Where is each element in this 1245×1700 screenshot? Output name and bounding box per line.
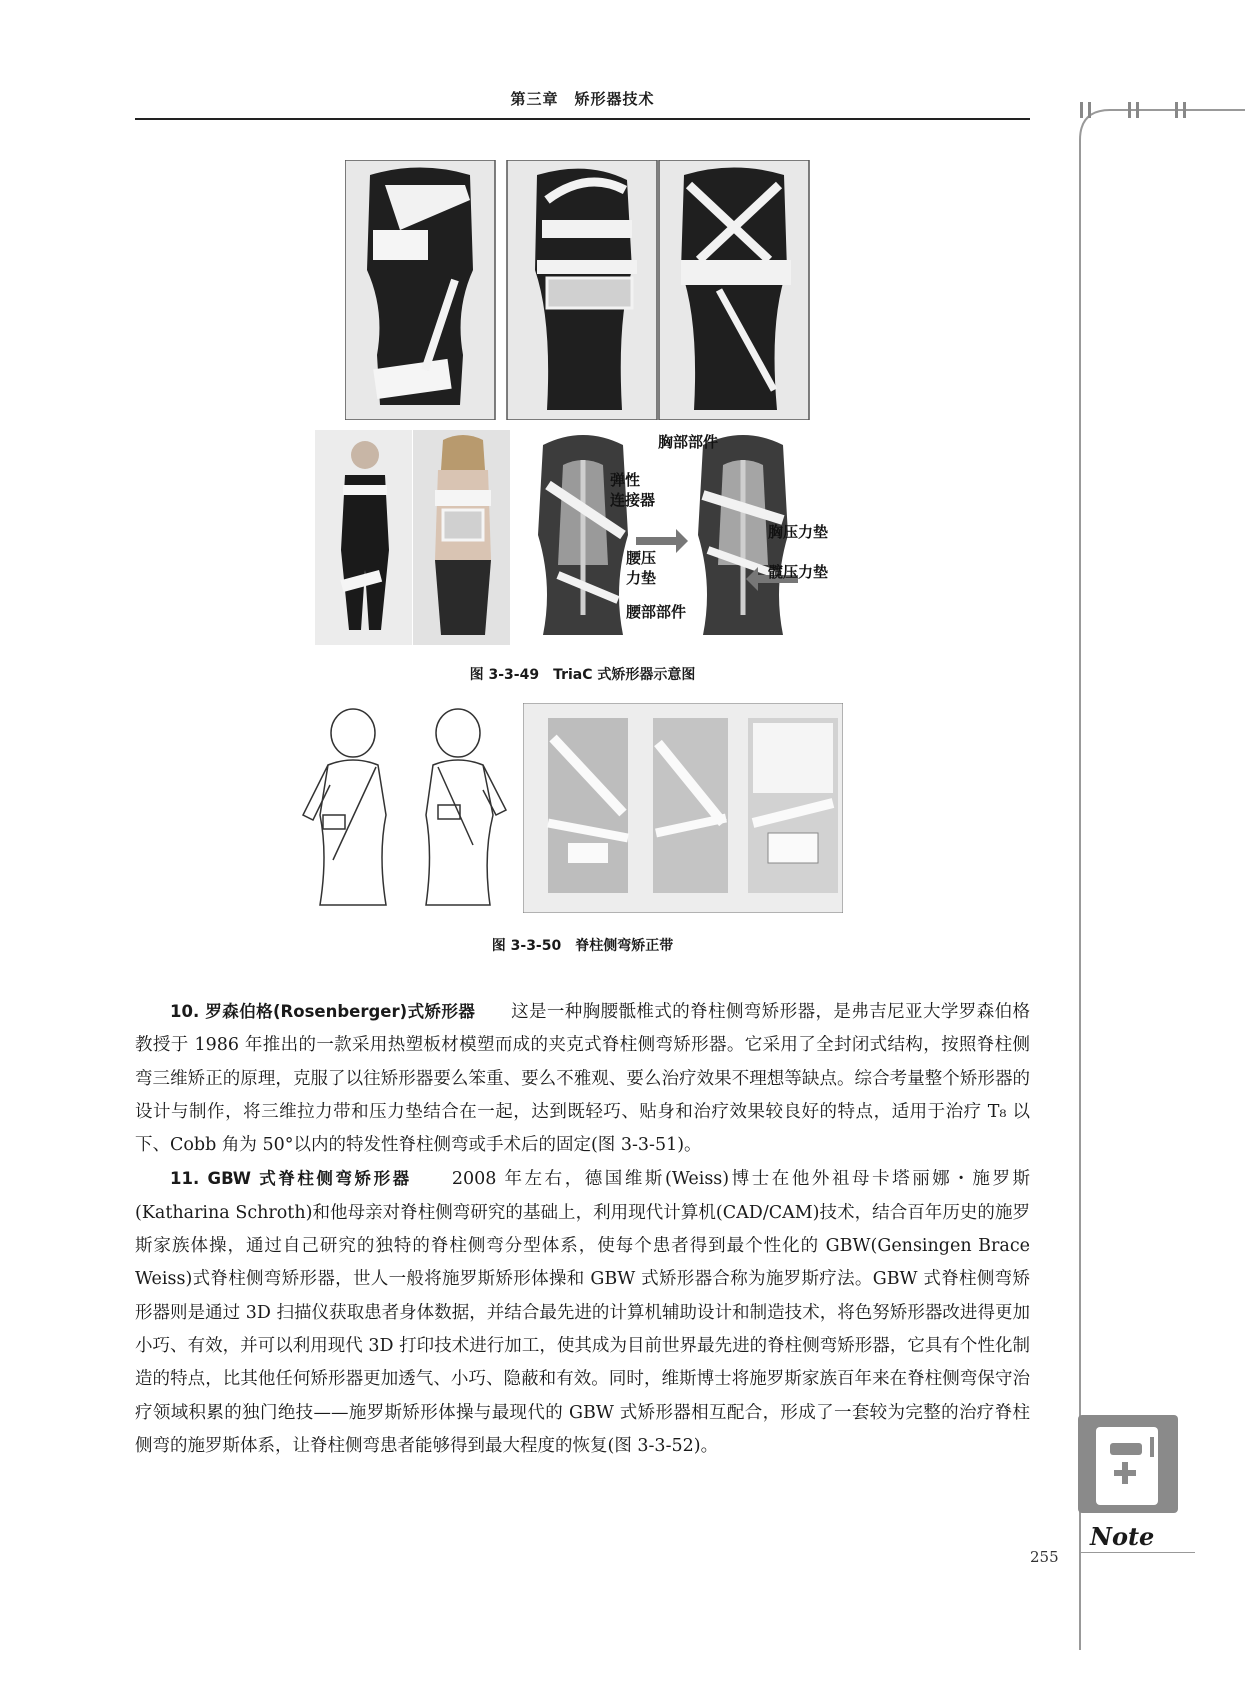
section-10-text: 这是一种胸腰骶椎式的脊柱侧弯矫形器，是弗吉尼亚大学罗森伯格教授于 1986 年推出的一款采用热塑板材模塑而成的夹克式脊柱侧弯矫形器。它采用了全封闭式结构，按照脊柱侧弯三维矫正的原理，克服了以往矫形器要么笨重、要么不雅观、要么治疗效果不理想等缺点。综合考量整个矫形器的设计与制作，将三维拉力带和压力垫结合在一起，达到既轻巧、贴身和治疗效果较良好的特点，适用于治疗 T₈ 以下、Cobb 角为 50°以内的特发性脊柱侧弯或手术后的固定(图 3-3-51)。: [135, 1002, 1031, 1156]
running-header: [135, 82, 1030, 120]
page-number: 255: [1030, 1548, 1059, 1566]
section-11-paragraph: [135, 1162, 1030, 1463]
chapter-title: 第三章 矫形器技术: [510, 90, 655, 108]
mannequin-side-image: [507, 160, 657, 420]
note-label: Note: [1090, 1522, 1155, 1551]
label-elastic-2: 连接器: [610, 491, 656, 509]
label-hip-pad: 髋压力垫: [768, 563, 829, 581]
mannequin-front-image: [345, 160, 495, 420]
label-elastic-1: 弹性: [610, 471, 641, 489]
figure-49-caption: 图 3-3-49 TriaC 式矫形器示意图: [469, 667, 696, 683]
note-divider: [1080, 1552, 1195, 1553]
body-text: [135, 995, 1030, 1463]
strap-back-image: [748, 718, 838, 893]
label-lumbar-part: 腰部部件: [626, 603, 687, 621]
section-11-text: 2008 年左右，德国维斯(Weiss)博士在他外祖母卡塔丽娜・施罗斯(Katharina Schroth)和他母亲对脊柱侧弯研究的基础上，利用现代计算机(CAD/CAM)技术，结合百年历史的施罗斯家族体操，通过自己研究的独特的脊柱侧弯分型体系，使每个患者得到最个性化的 GBW(Gensingen Brace Weiss)式脊柱侧弯矫形器，世人一般将施罗斯矫形体操和 GBW 式矫形器合称为施罗斯疗法。GBW 式脊柱侧弯矫形器则是通过 3D 扫描仪获取患者身体数据，并结合最先进的计算机辅助设计和制造技术，将色努矫形器改进得更加小巧、有效，并可以利用现代 3D 打印技术进行加工，使其成为目前世界最先进的脊柱侧弯矫形器，它具有个性化制造的特点，比其他任何矫形器更加透气、小巧、隐蔽和有效。同时，维斯博士将施罗斯家族百年来在脊柱侧弯保守治疗领域积累的独门绝技——施罗斯矫形体操与最现代的 GBW 式矫形器相互配合，形成了一套较为完整的治疗脊柱侧弯的施罗斯体系，让脊柱侧弯患者能够得到最大程度的恢复(图 3-3-52)。: [135, 1169, 1031, 1456]
section-10-paragraph: [135, 995, 1030, 1162]
mannequin-back-image: [659, 160, 809, 420]
person-back-image: [413, 430, 510, 645]
label-lumbar-pad-1: 腰压: [626, 549, 657, 567]
person-front-image: [315, 430, 412, 645]
label-lumbar-pad-2: 力垫: [626, 569, 657, 587]
section-10-title: 10. 罗森伯格(Rosenberger)式矫形器: [170, 1002, 476, 1021]
figure-50-line-drawing: [298, 705, 508, 915]
figure-49-3d-diagram: [528, 425, 838, 645]
note-icon: [1078, 1415, 1178, 1513]
figure-49-wearing-photos: [315, 430, 510, 645]
label-chest-pad: 胸压力垫: [768, 523, 829, 541]
torso-render-left-image: [538, 435, 628, 635]
strap-front-image: [548, 718, 628, 893]
label-chest-part: 胸部部件: [658, 433, 719, 451]
strap-side-image: [653, 718, 728, 893]
figure-49-mannequin-photos: [345, 160, 810, 420]
figure-50-caption: 图 3-3-50 脊柱侧弯矫正带: [491, 938, 674, 954]
figure-50-photos: [523, 703, 843, 913]
section-11-title: 11. GBW 式脊柱侧弯矫形器: [170, 1169, 412, 1189]
